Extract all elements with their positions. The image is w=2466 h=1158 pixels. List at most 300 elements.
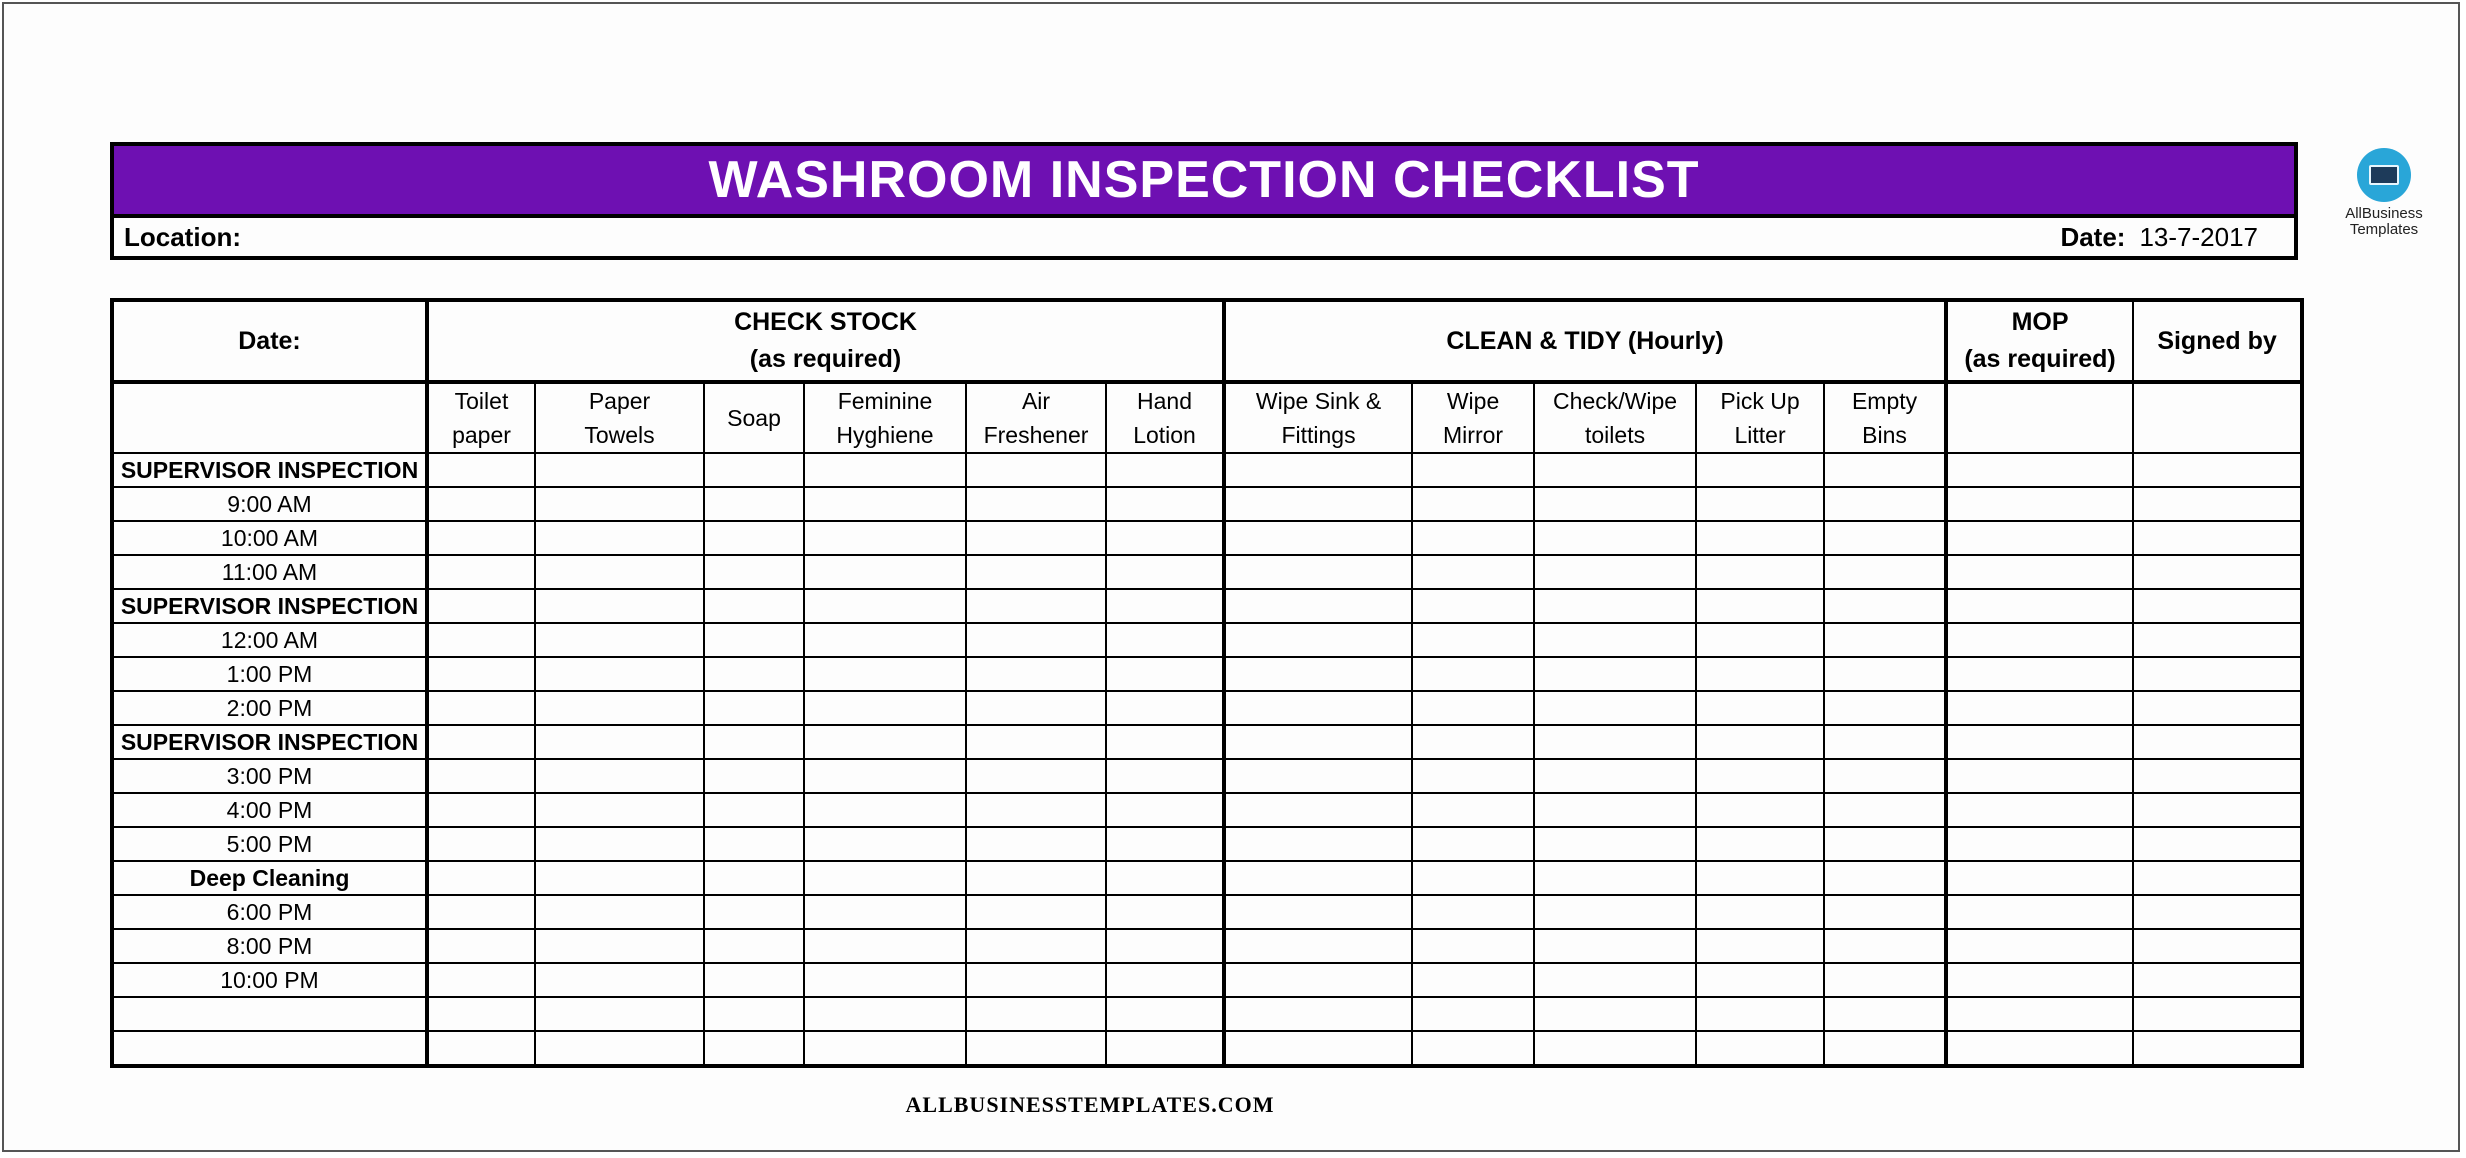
checklist-cell[interactable] bbox=[1224, 963, 1412, 997]
checklist-cell[interactable] bbox=[1224, 555, 1412, 589]
checklist-cell[interactable] bbox=[1412, 861, 1534, 895]
checklist-cell[interactable] bbox=[1106, 623, 1224, 657]
checklist-cell[interactable] bbox=[535, 691, 704, 725]
laptop-icon bbox=[2357, 148, 2411, 202]
checklist-cell[interactable] bbox=[1412, 997, 1534, 1031]
checklist-cell[interactable] bbox=[2133, 725, 2302, 759]
mop-header: MOP (as required) bbox=[1946, 300, 2133, 382]
checklist-cell[interactable] bbox=[427, 521, 535, 555]
checklist-cell[interactable] bbox=[1534, 827, 1696, 861]
checklist-cell[interactable] bbox=[535, 759, 704, 793]
checklist-cell[interactable] bbox=[1106, 725, 1224, 759]
checklist-cell[interactable] bbox=[804, 793, 966, 827]
row-label bbox=[112, 997, 427, 1031]
checklist-cell[interactable] bbox=[704, 827, 804, 861]
checklist-cell[interactable] bbox=[966, 453, 1106, 487]
checklist-cell[interactable] bbox=[704, 997, 804, 1031]
column-header-line2: Fittings bbox=[1281, 422, 1356, 448]
column-header-line2: Towels bbox=[584, 422, 655, 448]
table-row bbox=[112, 1031, 2302, 1066]
column-header-line2: Hyghiene bbox=[836, 422, 934, 448]
column-header bbox=[1824, 382, 1946, 453]
checklist-cell[interactable] bbox=[1224, 1031, 1412, 1066]
row-label: 10:00 PM bbox=[112, 963, 427, 997]
checklist-cell[interactable] bbox=[427, 1031, 535, 1066]
checklist-cell[interactable] bbox=[966, 657, 1106, 691]
checklist-cell[interactable] bbox=[966, 1031, 1106, 1066]
mop-column-cell bbox=[1946, 382, 2133, 453]
checklist-cell[interactable] bbox=[804, 997, 966, 1031]
row-label: Deep Cleaning bbox=[112, 861, 427, 895]
checklist-cell[interactable] bbox=[427, 589, 535, 623]
checklist-cell[interactable] bbox=[1824, 623, 1946, 657]
checklist-cell[interactable] bbox=[1534, 963, 1696, 997]
row-label: 4:00 PM bbox=[112, 793, 427, 827]
checklist-cell[interactable] bbox=[966, 725, 1106, 759]
checklist-cell[interactable] bbox=[2133, 521, 2302, 555]
checklist-cell[interactable] bbox=[804, 861, 966, 895]
checklist-cell[interactable] bbox=[427, 487, 535, 521]
checklist-cell[interactable] bbox=[804, 895, 966, 929]
checklist-cell[interactable] bbox=[1412, 691, 1534, 725]
column-header bbox=[1224, 382, 1412, 453]
checklist-cell[interactable] bbox=[704, 521, 804, 555]
checklist-cell[interactable] bbox=[1224, 453, 1412, 487]
column-header bbox=[1534, 382, 1696, 453]
checklist-cell[interactable] bbox=[704, 895, 804, 929]
checklist-cell[interactable] bbox=[1412, 623, 1534, 657]
column-header bbox=[1696, 382, 1824, 453]
checklist-cell[interactable] bbox=[1534, 623, 1696, 657]
row-label: 9:00 AM bbox=[112, 487, 427, 521]
checklist-cell[interactable] bbox=[1224, 725, 1412, 759]
checklist-cell[interactable] bbox=[966, 623, 1106, 657]
checklist-cell[interactable] bbox=[1224, 589, 1412, 623]
checklist-cell[interactable] bbox=[1534, 725, 1696, 759]
checklist-cell[interactable] bbox=[1946, 555, 2133, 589]
checklist-cell[interactable] bbox=[1946, 691, 2133, 725]
checklist-cell[interactable] bbox=[1534, 453, 1696, 487]
checklist-cell[interactable] bbox=[535, 725, 704, 759]
checklist-cell[interactable] bbox=[2133, 963, 2302, 997]
checklist-cell[interactable] bbox=[1696, 623, 1824, 657]
checklist-cell[interactable] bbox=[427, 929, 535, 963]
checklist-cell[interactable] bbox=[1106, 589, 1224, 623]
checklist-cell[interactable] bbox=[427, 895, 535, 929]
checklist-cell[interactable] bbox=[1106, 895, 1224, 929]
checklist-cell[interactable] bbox=[1696, 725, 1824, 759]
checklist-cell[interactable] bbox=[535, 555, 704, 589]
checklist-cell[interactable] bbox=[1412, 657, 1534, 691]
checklist-cell[interactable] bbox=[427, 827, 535, 861]
checklist-cell[interactable] bbox=[535, 521, 704, 555]
checklist-cell[interactable] bbox=[1534, 793, 1696, 827]
checklist-cell[interactable] bbox=[1946, 827, 2133, 861]
checklist-cell[interactable] bbox=[1412, 793, 1534, 827]
checklist-cell[interactable] bbox=[1412, 1031, 1534, 1066]
checklist-cell[interactable] bbox=[1106, 521, 1224, 555]
checklist-cell[interactable] bbox=[1824, 963, 1946, 997]
checklist-cell[interactable] bbox=[1534, 487, 1696, 521]
table-row bbox=[112, 725, 2302, 759]
checklist-cell[interactable] bbox=[2133, 555, 2302, 589]
checklist-cell[interactable] bbox=[2133, 453, 2302, 487]
checklist-cell[interactable] bbox=[535, 929, 704, 963]
column-header-line2: Soap bbox=[727, 405, 781, 431]
checklist-cell[interactable] bbox=[1696, 521, 1824, 555]
checklist-cell[interactable] bbox=[1824, 929, 1946, 963]
location-field[interactable] bbox=[124, 222, 241, 253]
column-header-line2: Lotion bbox=[1133, 422, 1196, 448]
allbusiness-logo bbox=[2334, 148, 2434, 238]
row-label: SUPERVISOR INSPECTION bbox=[112, 453, 427, 487]
column-header bbox=[704, 382, 804, 453]
checklist-cell[interactable] bbox=[1824, 691, 1946, 725]
checklist-cell[interactable] bbox=[427, 997, 535, 1031]
checklist-cell[interactable] bbox=[704, 759, 804, 793]
checklist-cell[interactable] bbox=[804, 691, 966, 725]
checklist-cell[interactable] bbox=[1412, 895, 1534, 929]
checklist-cell[interactable] bbox=[1946, 997, 2133, 1031]
checklist-cell[interactable] bbox=[804, 487, 966, 521]
checklist-cell[interactable] bbox=[966, 555, 1106, 589]
checklist-cell[interactable] bbox=[535, 657, 704, 691]
checklist-cell[interactable] bbox=[804, 657, 966, 691]
checklist-cell[interactable] bbox=[427, 555, 535, 589]
checklist-cell[interactable] bbox=[427, 623, 535, 657]
checklist-cell[interactable] bbox=[1412, 759, 1534, 793]
checklist-cell[interactable] bbox=[2133, 895, 2302, 929]
checklist-cell[interactable] bbox=[427, 657, 535, 691]
checklist-cell[interactable] bbox=[535, 487, 704, 521]
checklist-cell[interactable] bbox=[966, 589, 1106, 623]
table-row bbox=[112, 691, 2302, 725]
checklist-cell[interactable] bbox=[1824, 725, 1946, 759]
checklist-cell[interactable] bbox=[1412, 521, 1534, 555]
checklist-cell[interactable] bbox=[1946, 521, 2133, 555]
checklist-cell[interactable] bbox=[1224, 521, 1412, 555]
checklist-cell[interactable] bbox=[704, 793, 804, 827]
checklist-cell[interactable] bbox=[1824, 521, 1946, 555]
checklist-cell[interactable] bbox=[1946, 759, 2133, 793]
checklist-cell[interactable] bbox=[704, 487, 804, 521]
checklist-cell[interactable] bbox=[1946, 929, 2133, 963]
column-header bbox=[427, 382, 535, 453]
table-row bbox=[112, 555, 2302, 589]
checklist-cell[interactable] bbox=[966, 691, 1106, 725]
checklist-cell[interactable] bbox=[804, 963, 966, 997]
row-label: 1:00 PM bbox=[112, 657, 427, 691]
checklist-cell[interactable] bbox=[704, 963, 804, 997]
checklist-cell[interactable] bbox=[966, 997, 1106, 1031]
checklist-cell[interactable] bbox=[1824, 1031, 1946, 1066]
table-row bbox=[112, 963, 2302, 997]
checklist-cell[interactable] bbox=[1696, 589, 1824, 623]
checklist-cell[interactable] bbox=[427, 759, 535, 793]
checklist-cell[interactable] bbox=[704, 691, 804, 725]
checklist-cell[interactable] bbox=[966, 521, 1106, 555]
checklist-cell[interactable] bbox=[1106, 691, 1224, 725]
checklist-cell[interactable] bbox=[1824, 453, 1946, 487]
logo-line1: AllBusiness bbox=[2345, 205, 2423, 222]
checklist-cell[interactable] bbox=[704, 623, 804, 657]
checklist-cell[interactable] bbox=[1106, 827, 1224, 861]
checklist-cell[interactable] bbox=[1696, 895, 1824, 929]
signed-by-header: Signed by bbox=[2133, 300, 2302, 382]
checklist-cell[interactable] bbox=[966, 759, 1106, 793]
column-header-line2: Mirror bbox=[1443, 422, 1504, 448]
checklist-cell[interactable] bbox=[2133, 589, 2302, 623]
checklist-cell[interactable] bbox=[1534, 895, 1696, 929]
checklist-cell[interactable] bbox=[2133, 691, 2302, 725]
checklist-cell[interactable] bbox=[535, 589, 704, 623]
checklist-cell[interactable] bbox=[1696, 1031, 1824, 1066]
checklist-cell[interactable] bbox=[1824, 827, 1946, 861]
checklist-cell[interactable] bbox=[1696, 963, 1824, 997]
checklist-cell[interactable] bbox=[804, 589, 966, 623]
checklist-cell[interactable] bbox=[2133, 929, 2302, 963]
checklist-cell[interactable] bbox=[1224, 657, 1412, 691]
checklist-cell[interactable] bbox=[2133, 1031, 2302, 1066]
inspection-table bbox=[110, 298, 2304, 1068]
checklist-title bbox=[110, 142, 2298, 218]
checklist-cell[interactable] bbox=[1224, 895, 1412, 929]
checklist-cell[interactable] bbox=[1106, 963, 1224, 997]
date-field[interactable] bbox=[2060, 222, 2258, 253]
checklist-cell[interactable] bbox=[704, 725, 804, 759]
date-value[interactable]: 13-7-2017 bbox=[2139, 221, 2258, 252]
checklist-cell[interactable] bbox=[1412, 963, 1534, 997]
checklist-cell[interactable] bbox=[704, 929, 804, 963]
checklist-cell[interactable] bbox=[1534, 691, 1696, 725]
group-header-row bbox=[112, 300, 2302, 382]
checklist-cell[interactable] bbox=[535, 453, 704, 487]
row-label: 2:00 PM bbox=[112, 691, 427, 725]
checklist-cell[interactable] bbox=[1946, 623, 2133, 657]
checklist-cell[interactable] bbox=[535, 793, 704, 827]
checklist-cell[interactable] bbox=[1824, 861, 1946, 895]
checklist-cell[interactable] bbox=[1106, 487, 1224, 521]
column-header-line2: paper bbox=[452, 422, 511, 448]
checklist-cell[interactable] bbox=[1106, 1031, 1224, 1066]
checklist-cell[interactable] bbox=[1696, 929, 1824, 963]
checklist-cell[interactable] bbox=[704, 861, 804, 895]
checklist-cell[interactable] bbox=[535, 827, 704, 861]
checklist-cell[interactable] bbox=[1412, 487, 1534, 521]
row-label bbox=[112, 1031, 427, 1066]
checklist-cell[interactable] bbox=[1946, 793, 2133, 827]
checklist-cell[interactable] bbox=[1946, 895, 2133, 929]
table-row bbox=[112, 759, 2302, 793]
row-label: 5:00 PM bbox=[112, 827, 427, 861]
column-header-line1: Toilet bbox=[454, 388, 509, 414]
date-label: Date: bbox=[2060, 221, 2126, 252]
column-header-line1: Feminine bbox=[837, 388, 933, 414]
checklist-cell[interactable] bbox=[1824, 555, 1946, 589]
checklist-cell[interactable] bbox=[2133, 997, 2302, 1031]
checklist-cell[interactable] bbox=[1412, 929, 1534, 963]
column-header-line1: Air bbox=[1021, 388, 1051, 414]
checklist-cell[interactable] bbox=[1224, 793, 1412, 827]
checklist-cell[interactable] bbox=[1224, 487, 1412, 521]
checklist-cell[interactable] bbox=[1534, 555, 1696, 589]
checklist-cell[interactable] bbox=[535, 963, 704, 997]
row-label: 8:00 PM bbox=[112, 929, 427, 963]
checklist-cell[interactable] bbox=[1224, 759, 1412, 793]
checklist-cell[interactable] bbox=[1534, 657, 1696, 691]
checklist-cell[interactable] bbox=[427, 861, 535, 895]
checklist-cell[interactable] bbox=[1946, 861, 2133, 895]
checklist-cell[interactable] bbox=[1696, 691, 1824, 725]
checklist-cell[interactable] bbox=[1696, 827, 1824, 861]
checklist-cell[interactable] bbox=[966, 929, 1106, 963]
checklist-cell[interactable] bbox=[1824, 793, 1946, 827]
column-header bbox=[535, 382, 704, 453]
table-row bbox=[112, 623, 2302, 657]
checklist-cell[interactable] bbox=[1224, 929, 1412, 963]
column-header-line1: Paper bbox=[588, 388, 651, 414]
checklist-cell[interactable] bbox=[1412, 453, 1534, 487]
checklist-cell[interactable] bbox=[1106, 929, 1224, 963]
checklist-cell[interactable] bbox=[1946, 725, 2133, 759]
checklist-cell[interactable] bbox=[1696, 555, 1824, 589]
column-header-line2: Bins bbox=[1862, 422, 1907, 448]
checklist-cell[interactable] bbox=[1946, 657, 2133, 691]
checklist-cell[interactable] bbox=[704, 589, 804, 623]
checklist-cell[interactable] bbox=[804, 453, 966, 487]
checklist-cell[interactable] bbox=[966, 963, 1106, 997]
checklist-cell[interactable] bbox=[704, 555, 804, 589]
checklist-cell[interactable] bbox=[1224, 827, 1412, 861]
column-header-line1: Check/Wipe bbox=[1553, 388, 1678, 414]
checklist-cell[interactable] bbox=[427, 725, 535, 759]
column-header bbox=[1412, 382, 1534, 453]
checklist-cell[interactable] bbox=[1696, 453, 1824, 487]
checklist-cell[interactable] bbox=[1106, 657, 1224, 691]
checklist-cell[interactable] bbox=[2133, 759, 2302, 793]
checklist-cell[interactable] bbox=[966, 895, 1106, 929]
checklist-cell[interactable] bbox=[2133, 657, 2302, 691]
checklist-cell[interactable] bbox=[1696, 793, 1824, 827]
checklist-cell[interactable] bbox=[1696, 487, 1824, 521]
checklist-cell[interactable] bbox=[1696, 657, 1824, 691]
checklist-cell[interactable] bbox=[1106, 997, 1224, 1031]
checklist-cell[interactable] bbox=[1696, 759, 1824, 793]
checklist-cell[interactable] bbox=[1696, 861, 1824, 895]
checklist-cell[interactable] bbox=[1534, 929, 1696, 963]
checklist-cell[interactable] bbox=[1412, 589, 1534, 623]
checklist-cell[interactable] bbox=[1824, 997, 1946, 1031]
checklist-cell[interactable] bbox=[427, 453, 535, 487]
checklist-cell[interactable] bbox=[1946, 589, 2133, 623]
column-header-line1: Empty bbox=[1851, 388, 1918, 414]
checklist-cell[interactable] bbox=[1824, 487, 1946, 521]
checklist-cell[interactable] bbox=[1946, 487, 2133, 521]
check-stock-header: CHECK STOCK (as required) bbox=[427, 300, 1224, 382]
checklist-cell[interactable] bbox=[1696, 997, 1824, 1031]
checklist-cell[interactable] bbox=[804, 521, 966, 555]
checklist-cell[interactable] bbox=[804, 555, 966, 589]
checklist-cell[interactable] bbox=[1534, 759, 1696, 793]
checklist-cell[interactable] bbox=[535, 895, 704, 929]
signed-by-column-cell bbox=[2133, 382, 2302, 453]
checklist-cell[interactable] bbox=[1824, 589, 1946, 623]
checklist-cell[interactable] bbox=[1412, 725, 1534, 759]
checklist-cell[interactable] bbox=[1534, 861, 1696, 895]
checklist-cell[interactable] bbox=[427, 691, 535, 725]
checklist-cell[interactable] bbox=[1106, 453, 1224, 487]
checklist-cell[interactable] bbox=[1106, 861, 1224, 895]
table-row bbox=[112, 487, 2302, 521]
checklist-cell[interactable] bbox=[804, 827, 966, 861]
checklist-cell[interactable] bbox=[1224, 623, 1412, 657]
checklist-cell[interactable] bbox=[804, 929, 966, 963]
checklist-cell[interactable] bbox=[1824, 759, 1946, 793]
checklist-cell[interactable] bbox=[966, 487, 1106, 521]
checklist-cell[interactable] bbox=[1946, 1031, 2133, 1066]
column-header-line1: Hand bbox=[1137, 388, 1193, 414]
checklist-cell[interactable] bbox=[535, 861, 704, 895]
checklist-cell[interactable] bbox=[1224, 997, 1412, 1031]
table-row bbox=[112, 997, 2302, 1031]
checklist-cell[interactable] bbox=[1224, 861, 1412, 895]
checklist-cell[interactable] bbox=[704, 1031, 804, 1066]
checklist-cell[interactable] bbox=[1412, 827, 1534, 861]
checklist-cell[interactable] bbox=[704, 657, 804, 691]
checklist-cell[interactable] bbox=[1824, 895, 1946, 929]
checklist-cell[interactable] bbox=[966, 861, 1106, 895]
checklist-cell[interactable] bbox=[1412, 555, 1534, 589]
checklist-cell[interactable] bbox=[804, 623, 966, 657]
checklist-cell[interactable] bbox=[966, 827, 1106, 861]
checklist-cell[interactable] bbox=[427, 793, 535, 827]
checklist-cell[interactable] bbox=[1824, 657, 1946, 691]
table-row bbox=[112, 929, 2302, 963]
checklist-cell[interactable] bbox=[2133, 861, 2302, 895]
checklist-cell[interactable] bbox=[1534, 521, 1696, 555]
checklist-cell[interactable] bbox=[535, 1031, 704, 1066]
checklist-cell[interactable] bbox=[1946, 963, 2133, 997]
checklist-cell[interactable] bbox=[1106, 759, 1224, 793]
checklist-cell[interactable] bbox=[704, 453, 804, 487]
checklist-cell[interactable] bbox=[804, 1031, 966, 1066]
table-row bbox=[112, 895, 2302, 929]
checklist-cell[interactable] bbox=[1534, 997, 1696, 1031]
column-header bbox=[966, 382, 1106, 453]
column-header-line1: Pick Up bbox=[1720, 388, 1800, 414]
checklist-cell[interactable] bbox=[1946, 453, 2133, 487]
checklist-cell[interactable] bbox=[2133, 793, 2302, 827]
table-row bbox=[112, 861, 2302, 895]
title-text: WASHROOM INSPECTION CHECKLIST bbox=[708, 151, 1700, 209]
checklist-cell[interactable] bbox=[535, 623, 704, 657]
checklist-cell[interactable] bbox=[804, 759, 966, 793]
checklist-cell[interactable] bbox=[1106, 555, 1224, 589]
checklist-cell[interactable] bbox=[1224, 691, 1412, 725]
checklist-cell[interactable] bbox=[1534, 589, 1696, 623]
row-label: 12:00 AM bbox=[112, 623, 427, 657]
table-row bbox=[112, 657, 2302, 691]
checklist-cell[interactable] bbox=[804, 725, 966, 759]
checklist-cell[interactable] bbox=[2133, 827, 2302, 861]
checklist-cell[interactable] bbox=[2133, 623, 2302, 657]
checklist-cell[interactable] bbox=[427, 963, 535, 997]
checklist-cell[interactable] bbox=[535, 997, 704, 1031]
checklist-cell[interactable] bbox=[2133, 487, 2302, 521]
checklist-cell[interactable] bbox=[1534, 1031, 1696, 1066]
checklist-cell[interactable] bbox=[966, 793, 1106, 827]
checklist-cell[interactable] bbox=[1106, 793, 1224, 827]
